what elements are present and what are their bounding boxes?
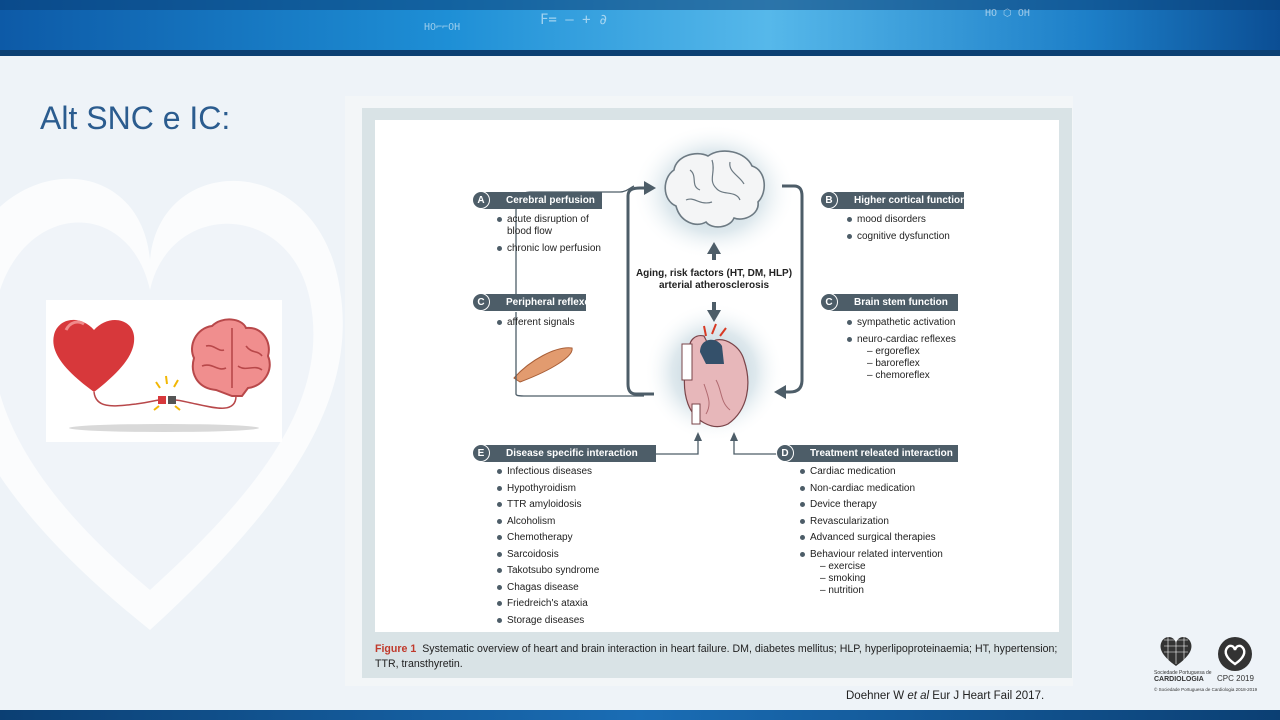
sub-list bbox=[857, 346, 986, 382]
box-e-badge: E bbox=[472, 444, 490, 462]
citation-authors: Doehner W bbox=[846, 690, 908, 702]
box-b-header: Higher cortical function bbox=[830, 192, 964, 209]
list-item: Device therapy bbox=[799, 499, 959, 511]
bottom-bar bbox=[0, 710, 1280, 720]
list-item: Chemotherapy bbox=[496, 532, 646, 544]
sub-list-item: – smoking bbox=[820, 572, 866, 584]
list-item: Alcoholism bbox=[496, 516, 646, 528]
box-c-left-list bbox=[496, 317, 606, 334]
sub-list-item: – nutrition bbox=[820, 584, 864, 596]
box-b-badge: B bbox=[820, 191, 838, 209]
center-label-line-2: arterial atherosclerosis bbox=[658, 280, 770, 291]
box-e-header: Disease specific interaction bbox=[482, 445, 656, 462]
list-item: Friedreich's ataxia bbox=[496, 598, 646, 610]
figure-caption bbox=[375, 642, 1059, 672]
citation-et-al: et al bbox=[907, 690, 930, 702]
list-item: Advanced surgical therapies bbox=[799, 532, 959, 544]
molecule-decoration: HO ⬡ OH bbox=[985, 8, 1030, 19]
spc-logo-name: CARDIOLOGIA bbox=[1154, 676, 1204, 683]
list-item: Takotsubo syndrome bbox=[496, 565, 646, 577]
spc-copyright: © Sociedade Portuguesa de Cardiologia 2018-2019 bbox=[1154, 687, 1258, 692]
list-item: Infectious diseases bbox=[496, 466, 646, 478]
box-c-left-header: Peripheral reflexes bbox=[482, 294, 586, 311]
list-item: cognitive dysfunction bbox=[846, 231, 976, 243]
list-item-text: neuro-cardiac reflexes bbox=[857, 333, 956, 345]
list-item: afferent signals bbox=[496, 317, 606, 329]
box-c-left-badge: C bbox=[472, 293, 490, 311]
box-c-right-badge: C bbox=[820, 293, 838, 311]
math-formula-decoration: F= — + ∂ bbox=[540, 12, 608, 28]
box-e-list bbox=[496, 466, 646, 631]
list-item: Non-cardiac medication bbox=[799, 483, 959, 495]
list-item: Hypothyroidism bbox=[496, 483, 646, 495]
sub-list-item: – ergoreflex bbox=[867, 345, 920, 357]
list-item: Revascularization bbox=[799, 516, 959, 528]
spc-logo-icon bbox=[1156, 634, 1196, 668]
banner-bottom-line bbox=[0, 50, 1280, 56]
center-label bbox=[628, 268, 800, 292]
cpc-logo-text: CPC 2019 bbox=[1217, 674, 1254, 683]
list-item: Chagas disease bbox=[496, 582, 646, 594]
list-item: acute disruption of blood flow bbox=[496, 214, 606, 238]
figure-caption-text: Systematic overview of heart and brain interaction in heart failure. DM, diabetes mellitus; HLP, hyperlipoproteinaemia; HT, hypertension; TTR, transthyretin. bbox=[375, 643, 1058, 670]
box-d-header: Treatment releated interaction bbox=[786, 445, 958, 462]
list-item: sympathetic activation bbox=[846, 317, 986, 329]
heart-brain-illustration bbox=[46, 300, 282, 442]
banner-strip bbox=[0, 0, 1280, 10]
list-item bbox=[846, 334, 986, 382]
box-a-badge: A bbox=[472, 191, 490, 209]
box-b-list bbox=[846, 214, 976, 247]
box-d-list bbox=[799, 466, 959, 601]
spc-logo-subtitle: Sociedade Portuguesa de bbox=[1154, 670, 1212, 676]
citation bbox=[846, 690, 1044, 702]
figure-caption-label: Figure 1 bbox=[375, 643, 417, 655]
cpc-logo-icon bbox=[1216, 636, 1254, 672]
center-label-line-1: Aging, risk factors (HT, DM, HLP) bbox=[635, 268, 793, 279]
list-item bbox=[799, 549, 959, 597]
list-item: Sarcoidosis bbox=[496, 549, 646, 561]
list-item: chronic low perfusion bbox=[496, 243, 606, 255]
list-item: Storage diseases bbox=[496, 615, 646, 627]
top-banner bbox=[0, 0, 1280, 56]
sub-list bbox=[810, 561, 959, 597]
box-a-header: Cerebral perfusion bbox=[482, 192, 602, 209]
sub-list-item: – chemoreflex bbox=[867, 369, 930, 381]
box-c-right-list bbox=[846, 317, 986, 386]
sub-list-item: – exercise bbox=[820, 560, 866, 572]
list-item: Cardiac medication bbox=[799, 466, 959, 478]
list-item-text: Behaviour related intervention bbox=[810, 548, 943, 560]
citation-journal: Eur J Heart Fail 2017. bbox=[929, 690, 1045, 702]
box-c-right-header: Brain stem function bbox=[830, 294, 958, 311]
chemical-formula-decoration: HO⌐⌐OH bbox=[424, 22, 461, 33]
list-item: mood disorders bbox=[846, 214, 976, 226]
sub-list-item: – baroreflex bbox=[867, 357, 920, 369]
slide-title: Alt SNC e IC: bbox=[40, 100, 231, 136]
box-a-list bbox=[496, 214, 606, 259]
list-item: TTR amyloidosis bbox=[496, 499, 646, 511]
box-d-badge: D bbox=[776, 444, 794, 462]
